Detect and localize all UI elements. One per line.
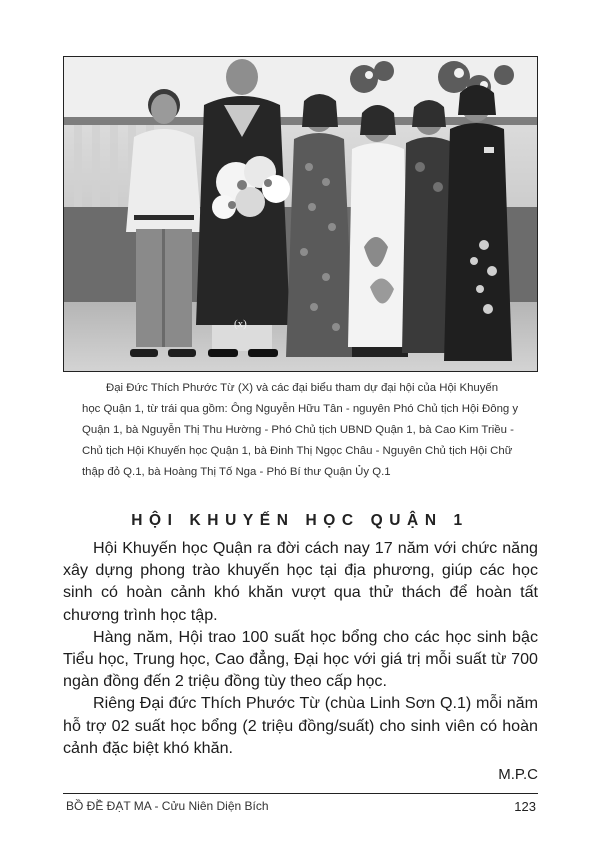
article-paragraph: Hàng năm, Hội trao 100 suất học bổng cho các học sinh bậc Tiểu học, Trung học, Cao đẳng, Đại học với giá trị mỗi suất từ 700 ngàn đồng đến 2 triệu đồng tùy theo cấp học.: [63, 627, 538, 691]
group-photo: [63, 56, 538, 372]
article-paragraph: Riêng Đại đức Thích Phước Từ (chùa Linh Sơn Q.1) mỗi năm hỗ trợ 02 suất học bổng (2 triệu đồng/suất) cho sinh viên có hoàn cảnh đặc biệt khó khăn.: [63, 694, 538, 757]
article-body: [63, 537, 538, 759]
caption-line: Quận 1, bà Nguyễn Thị Thu Hường - Phó Chủ tịch UBND Quận 1, bà Cao Kim Triều -: [82, 424, 514, 436]
article-paragraph: Hội Khuyến học Quận ra đời cách nay 17 năm với chức năng xây dựng phong trào khuyến học tại địa phương, giúp các học sinh có hoàn cảnh khó khăn vượt qua thử thách để hoàn tất chương trình học tập.: [63, 539, 538, 624]
caption-line: học Quận 1, từ trái qua gồm: Ông Nguyễn Hữu Tân - nguyên Phó Chủ tịch Hội Đông y: [82, 403, 519, 415]
group-photo-illustration: [64, 57, 538, 372]
author-signature: M.P.C: [498, 766, 538, 783]
book-title-footer: BỒ ĐỀ ĐẠT MA - Cửu Niên Diện Bích: [66, 799, 269, 813]
footer-divider: [63, 793, 538, 794]
caption-line: Chủ tịch Hội Khuyến học Quận 1, bà Đinh Thị Ngọc Châu - Nguyên Chủ tịch Hội Chữ: [82, 445, 513, 457]
monk-marker-label: (x): [234, 318, 247, 330]
page-number: 123: [514, 799, 536, 814]
photo-caption: [82, 378, 542, 483]
caption-line: Đại Đức Thích Phước Từ (X) và các đại biểu tham dự đại hội của Hội Khuyến: [106, 382, 499, 394]
caption-line: thập đỏ Q.1, bà Hoàng Thị Tố Nga - Phó Bí thư Quận Ủy Q.1: [82, 466, 391, 478]
article-title: HỘI KHUYẾN HỌC QUẬN 1: [131, 512, 469, 529]
